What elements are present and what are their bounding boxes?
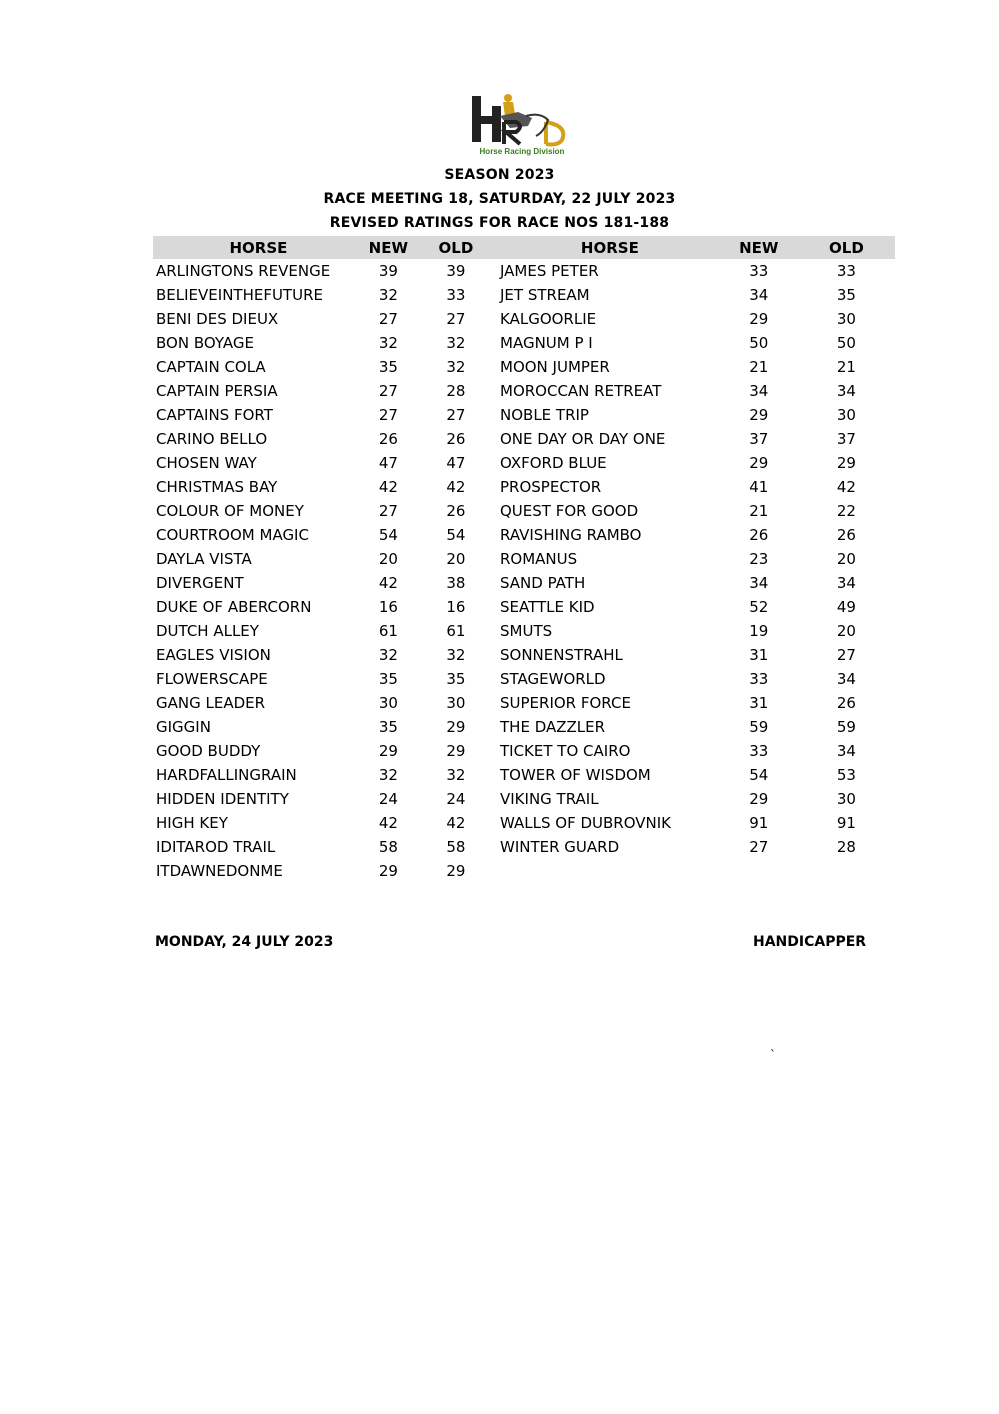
old-rating: 26 bbox=[836, 526, 856, 544]
new-rating: 29 bbox=[749, 406, 769, 424]
old-rating: 20 bbox=[836, 622, 856, 640]
horse-name: KALGOORLIE bbox=[500, 310, 597, 328]
table-row bbox=[153, 739, 895, 763]
horse-name: DAYLA VISTA bbox=[156, 550, 252, 568]
new-rating: 35 bbox=[378, 670, 398, 688]
new-rating: 27 bbox=[378, 382, 398, 400]
table-row bbox=[153, 331, 895, 355]
stray-mark: ` bbox=[770, 1048, 776, 1062]
table-row bbox=[153, 259, 895, 283]
new-rating: 31 bbox=[749, 646, 769, 664]
old-rating: 42 bbox=[836, 478, 856, 496]
horse-name: EAGLES VISION bbox=[156, 646, 271, 664]
new-rating: 34 bbox=[749, 286, 769, 304]
new-rating: 26 bbox=[749, 526, 769, 544]
header-horse: HORSE bbox=[153, 236, 361, 259]
new-rating: 61 bbox=[378, 622, 398, 640]
table-row bbox=[153, 859, 895, 883]
horse-name: THE DAZZLER bbox=[500, 718, 606, 736]
new-rating: 47 bbox=[378, 454, 398, 472]
new-rating: 42 bbox=[378, 478, 398, 496]
horse-name: BENI DES DIEUX bbox=[156, 310, 279, 328]
old-rating: 26 bbox=[446, 502, 466, 520]
horse-name: TOWER OF WISDOM bbox=[500, 766, 651, 784]
old-rating: 34 bbox=[836, 670, 856, 688]
table-row bbox=[153, 787, 895, 811]
report-date: MONDAY, 24 JULY 2023 bbox=[155, 934, 334, 950]
new-rating: 33 bbox=[749, 670, 769, 688]
horse-name: STAGEWORLD bbox=[500, 670, 606, 688]
table-row bbox=[153, 547, 895, 571]
new-rating: 29 bbox=[749, 790, 769, 808]
old-rating: 30 bbox=[446, 694, 466, 712]
old-rating: 29 bbox=[446, 742, 466, 760]
new-rating: 32 bbox=[378, 334, 398, 352]
new-rating: 59 bbox=[749, 718, 769, 736]
old-rating: 33 bbox=[446, 286, 466, 304]
table-row bbox=[153, 811, 895, 835]
table-row bbox=[153, 643, 895, 667]
horse-name: TICKET TO CAIRO bbox=[500, 742, 631, 760]
header-new: NEW bbox=[361, 236, 416, 259]
horse-name: QUEST FOR GOOD bbox=[500, 502, 639, 520]
old-rating: 42 bbox=[446, 478, 466, 496]
old-rating: 26 bbox=[836, 694, 856, 712]
horse-name: ROMANUS bbox=[500, 550, 578, 568]
horse-name: ARLINGTONS REVENGE bbox=[156, 262, 331, 280]
horse-name: DUTCH ALLEY bbox=[156, 622, 259, 640]
old-rating: 34 bbox=[836, 742, 856, 760]
old-rating: 22 bbox=[836, 502, 856, 520]
horse-name: COURTROOM MAGIC bbox=[156, 526, 309, 544]
new-rating: 23 bbox=[749, 550, 769, 568]
old-rating: 30 bbox=[836, 406, 856, 424]
new-rating: 29 bbox=[378, 742, 398, 760]
horse-name: GOOD BUDDY bbox=[156, 742, 261, 760]
horse-name: BON BOYAGE bbox=[156, 334, 254, 352]
horse-name: SONNENSTRAHL bbox=[500, 646, 623, 664]
old-rating: 20 bbox=[446, 550, 466, 568]
old-rating: 21 bbox=[836, 358, 856, 376]
header-new: NEW bbox=[720, 236, 798, 259]
new-rating: 58 bbox=[378, 838, 398, 856]
old-rating: 29 bbox=[446, 862, 466, 880]
header-horse: HORSE bbox=[496, 236, 720, 259]
table-row bbox=[153, 715, 895, 739]
table-row bbox=[153, 571, 895, 595]
horse-name: BELIEVEINTHEFUTURE bbox=[156, 286, 323, 304]
old-rating: 34 bbox=[836, 574, 856, 592]
horse-name: GANG LEADER bbox=[156, 694, 266, 712]
table-row bbox=[153, 667, 895, 691]
horse-name: RAVISHING RAMBO bbox=[500, 526, 642, 544]
old-rating: 32 bbox=[446, 646, 466, 664]
old-rating: 32 bbox=[446, 766, 466, 784]
new-rating: 33 bbox=[749, 262, 769, 280]
table-row bbox=[153, 595, 895, 619]
new-rating: 34 bbox=[749, 382, 769, 400]
horse-name: CARINO BELLO bbox=[156, 430, 268, 448]
old-rating: 49 bbox=[836, 598, 856, 616]
old-rating: 27 bbox=[446, 406, 466, 424]
new-rating: 33 bbox=[749, 742, 769, 760]
table-row bbox=[153, 475, 895, 499]
new-rating: 19 bbox=[749, 622, 769, 640]
old-rating: 39 bbox=[446, 262, 466, 280]
new-rating: 35 bbox=[378, 358, 398, 376]
table-row bbox=[153, 835, 895, 859]
table-row bbox=[153, 763, 895, 787]
new-rating: 34 bbox=[749, 574, 769, 592]
horse-name: JET STREAM bbox=[500, 286, 590, 304]
old-rating: 38 bbox=[446, 574, 466, 592]
horse-name: MOROCCAN RETREAT bbox=[500, 382, 662, 400]
old-rating: 33 bbox=[836, 262, 856, 280]
horse-name: DIVERGENT bbox=[156, 574, 244, 592]
new-rating: 39 bbox=[378, 262, 398, 280]
new-rating: 31 bbox=[749, 694, 769, 712]
horse-name: HARDFALLINGRAIN bbox=[156, 766, 297, 784]
new-rating: 29 bbox=[749, 454, 769, 472]
old-rating: 16 bbox=[446, 598, 466, 616]
new-rating: 21 bbox=[749, 502, 769, 520]
horse-name: GIGGIN bbox=[156, 718, 211, 736]
new-rating: 27 bbox=[378, 310, 398, 328]
table-row bbox=[153, 523, 895, 547]
old-rating: 35 bbox=[446, 670, 466, 688]
old-rating bbox=[798, 859, 895, 883]
old-rating: 47 bbox=[446, 454, 466, 472]
old-rating: 42 bbox=[446, 814, 466, 832]
table-header-row bbox=[153, 236, 895, 259]
table-row bbox=[153, 403, 895, 427]
horse-name: ITDAWNEDONME bbox=[156, 862, 283, 880]
horse-name: WINTER GUARD bbox=[500, 838, 620, 856]
new-rating: 52 bbox=[749, 598, 769, 616]
new-rating: 41 bbox=[749, 478, 769, 496]
horse-name: SEATTLE KID bbox=[500, 598, 595, 616]
old-rating: 29 bbox=[836, 454, 856, 472]
horse-name: CHOSEN WAY bbox=[156, 454, 257, 472]
header-old: OLD bbox=[798, 236, 895, 259]
horse-name: HIGH KEY bbox=[156, 814, 228, 832]
horse-name: PROSPECTOR bbox=[500, 478, 602, 496]
old-rating: 50 bbox=[836, 334, 856, 352]
table-row bbox=[153, 691, 895, 715]
new-rating: 32 bbox=[378, 766, 398, 784]
horse-name: MAGNUM P I bbox=[500, 334, 593, 352]
old-rating: 29 bbox=[446, 718, 466, 736]
horse-name: OXFORD BLUE bbox=[500, 454, 607, 472]
new-rating: 42 bbox=[378, 814, 398, 832]
old-rating: 34 bbox=[836, 382, 856, 400]
table-row bbox=[153, 451, 895, 475]
old-rating: 28 bbox=[836, 838, 856, 856]
old-rating: 58 bbox=[446, 838, 466, 856]
new-rating: 27 bbox=[378, 406, 398, 424]
header-old: OLD bbox=[416, 236, 496, 259]
horse-name: SAND PATH bbox=[500, 574, 586, 592]
old-rating: 91 bbox=[836, 814, 856, 832]
old-rating: 26 bbox=[446, 430, 466, 448]
horse-name: COLOUR OF MONEY bbox=[156, 502, 304, 520]
new-rating: 91 bbox=[749, 814, 769, 832]
old-rating: 24 bbox=[446, 790, 466, 808]
table-row bbox=[153, 379, 895, 403]
old-rating: 53 bbox=[836, 766, 856, 784]
horse-name: SMUTS bbox=[500, 622, 553, 640]
horse-name bbox=[496, 859, 720, 883]
new-rating: 32 bbox=[378, 646, 398, 664]
old-rating: 61 bbox=[446, 622, 466, 640]
old-rating: 27 bbox=[446, 310, 466, 328]
new-rating: 42 bbox=[378, 574, 398, 592]
new-rating: 24 bbox=[378, 790, 398, 808]
horse-name: CHRISTMAS BAY bbox=[156, 478, 278, 496]
old-rating: 28 bbox=[446, 382, 466, 400]
old-rating: 30 bbox=[836, 790, 856, 808]
new-rating: 26 bbox=[378, 430, 398, 448]
old-rating: 32 bbox=[446, 358, 466, 376]
new-rating: 20 bbox=[378, 550, 398, 568]
horse-name: SUPERIOR FORCE bbox=[500, 694, 631, 712]
horse-name: FLOWERSCAPE bbox=[156, 670, 268, 688]
new-rating: 21 bbox=[749, 358, 769, 376]
horse-name: DUKE OF ABERCORN bbox=[156, 598, 312, 616]
new-rating: 30 bbox=[378, 694, 398, 712]
new-rating: 27 bbox=[378, 502, 398, 520]
horse-name: IDITAROD TRAIL bbox=[156, 838, 276, 856]
table-row bbox=[153, 619, 895, 643]
horse-name: ONE DAY OR DAY ONE bbox=[500, 430, 666, 448]
horse-name: NOBLE TRIP bbox=[500, 406, 589, 424]
new-rating: 54 bbox=[378, 526, 398, 544]
horse-name: HIDDEN IDENTITY bbox=[156, 790, 289, 808]
table-row bbox=[153, 355, 895, 379]
new-rating: 35 bbox=[378, 718, 398, 736]
season-heading: SEASON 2023 bbox=[444, 167, 555, 183]
horse-name: JAMES PETER bbox=[500, 262, 599, 280]
new-rating: 54 bbox=[749, 766, 769, 784]
horse-name: WALLS OF DUBROVNIK bbox=[500, 814, 672, 832]
new-rating: 16 bbox=[378, 598, 398, 616]
old-rating: 32 bbox=[446, 334, 466, 352]
old-rating: 37 bbox=[836, 430, 856, 448]
new-rating: 37 bbox=[749, 430, 769, 448]
new-rating bbox=[720, 859, 798, 883]
table-row bbox=[153, 283, 895, 307]
horse-name: CAPTAINS FORT bbox=[156, 406, 273, 424]
old-rating: 59 bbox=[836, 718, 856, 736]
new-rating: 27 bbox=[749, 838, 769, 856]
horse-name: CAPTAIN PERSIA bbox=[156, 382, 278, 400]
new-rating: 29 bbox=[749, 310, 769, 328]
old-rating: 54 bbox=[446, 526, 466, 544]
old-rating: 30 bbox=[836, 310, 856, 328]
new-rating: 29 bbox=[378, 862, 398, 880]
table-row bbox=[153, 307, 895, 331]
table-row bbox=[153, 427, 895, 451]
horse-name: VIKING TRAIL bbox=[500, 790, 599, 808]
old-rating: 20 bbox=[836, 550, 856, 568]
logo-caption: Horse Racing Division bbox=[479, 147, 565, 156]
old-rating: 27 bbox=[836, 646, 856, 664]
handicapper-signature: HANDICAPPER bbox=[753, 934, 867, 950]
old-rating: 35 bbox=[836, 286, 856, 304]
new-rating: 50 bbox=[749, 334, 769, 352]
new-rating: 32 bbox=[378, 286, 398, 304]
meeting-heading: RACE MEETING 18, SATURDAY, 22 JULY 2023 bbox=[323, 191, 676, 207]
ratings-subtitle: REVISED RATINGS FOR RACE NOS 181-188 bbox=[329, 215, 670, 231]
table-row bbox=[153, 499, 895, 523]
ratings-table bbox=[153, 236, 895, 883]
horse-name: MOON JUMPER bbox=[500, 358, 610, 376]
horse-name: CAPTAIN COLA bbox=[156, 358, 266, 376]
